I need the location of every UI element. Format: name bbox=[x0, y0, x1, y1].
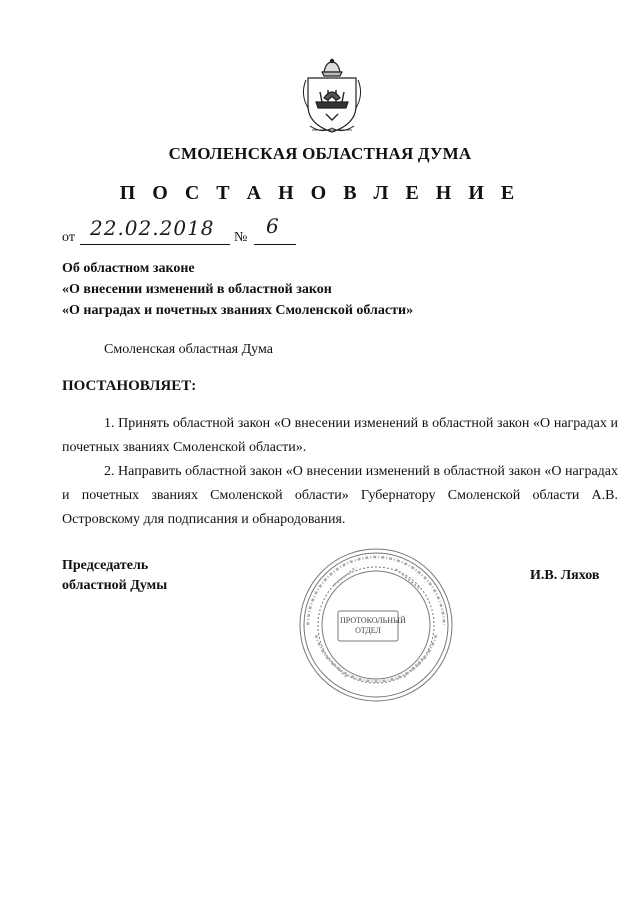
handwritten-date: 22.02.2018 bbox=[90, 216, 215, 240]
decree-heading: ПОСТАНОВЛЯЕТ: bbox=[62, 378, 197, 394]
subject-line: «О внесении изменений в областной закон bbox=[62, 282, 332, 297]
decree-item: 2. Направить областной закон «О внесении изменений в областной закон «О наградах и почетных званиях Смоленской области» Губернатору Смоленской области А.В. Островскому для подписания и обнародования. bbox=[62, 464, 618, 527]
subject-line: «О наградах и почетных званиях Смоленской области» bbox=[62, 303, 414, 318]
date-field bbox=[80, 216, 230, 245]
smolensk-coat-of-arms-icon bbox=[296, 58, 368, 138]
signatory-title bbox=[62, 556, 167, 596]
document-subject bbox=[62, 258, 413, 321]
signatory-name: И.В. Ляхов bbox=[530, 568, 600, 583]
signatory-title-line: областной Думы bbox=[62, 578, 168, 593]
number-label: № bbox=[234, 230, 248, 245]
signatory-title-line: Председатель bbox=[62, 558, 149, 573]
from-label: от bbox=[62, 230, 75, 245]
intro-text: Смоленская областная Дума bbox=[104, 342, 273, 357]
subject-line: Об областном законе bbox=[62, 261, 195, 276]
document-type-title: П О С Т А Н О В Л Е Н И Е bbox=[119, 182, 521, 204]
organization-title: СМОЛЕНСКАЯ ОБЛАСТНАЯ ДУМА bbox=[168, 144, 472, 163]
stamp-inner-text: ПРОТОКОЛЬНЫЙ ОТДЕЛ bbox=[340, 616, 406, 635]
handwritten-number: 6 bbox=[266, 214, 280, 238]
decree-item: 1. Принять областной закон «О внесении изменений в областной закон «О наградах и почетных званиях Смоленской области». bbox=[62, 416, 618, 455]
number-field bbox=[254, 214, 296, 245]
